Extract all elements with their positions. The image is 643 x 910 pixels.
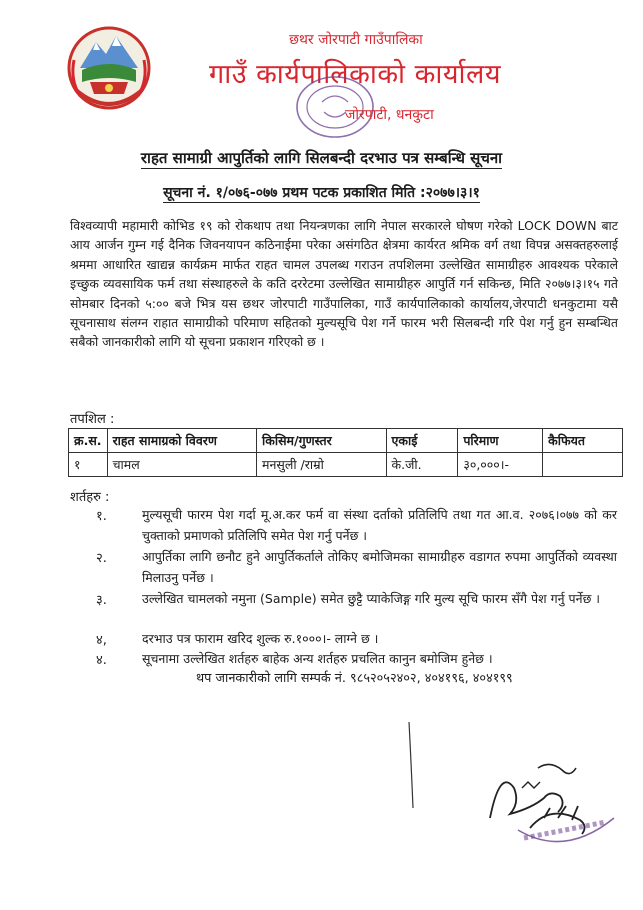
- term-text: मुल्यसूची फारम पेश गर्दा मू.अ.कर फर्म वा संस्था दर्ताको प्रतिलिपि तथा गत आ.व. २०७६।०७७ को कर चुक्ताको प्रमाणको प्रतिलिपि समेत पेश गर्नु पर्नेछ ।: [142, 507, 617, 543]
- table-cell: चामल: [107, 453, 256, 477]
- office-location: जोरपाटी, धनकुटा: [345, 107, 434, 123]
- table-header-cell: कैफियत: [543, 429, 623, 453]
- term-text: उल्लेखित चामलको नमुना (Sample) समेत छुट्टै प्याकेजिङ्ग गरि मुल्य सूचि फारम सँगै पेश गर्नु पर्नेछ ।: [142, 591, 601, 606]
- table-cell: [543, 453, 623, 477]
- notice-number-line: सूचना नं. १/०७६-०७७ प्रथम पटक प्रकाशित मिति :२०७७।३।१: [163, 185, 480, 201]
- government-emblem-icon: [66, 20, 152, 116]
- term-number: १.: [96, 509, 107, 524]
- handwritten-signature-icon: [480, 748, 600, 838]
- table-row: [69, 453, 623, 477]
- table-header-row: [69, 429, 623, 453]
- table-heading: तपशिल :: [70, 412, 115, 427]
- table-header-cell: किसिम/गुणस्तर: [257, 429, 387, 453]
- pen-stroke-icon: [395, 720, 425, 810]
- table-cell: के.जी.: [386, 453, 458, 477]
- table-cell: ३०,०००।-: [458, 453, 543, 477]
- notice-body: विश्वव्यापी महामारी कोभिड १९ को रोकथाप तथा नियन्त्रणका लागि नेपाल सरकारले घोषण गरेको LOCK DOWN बाट आय आर्जन गुम्न गई दैनिक जिवनयापन कठिनाईमा परेका असंगठित क्षेत्रमा कार्यरत श्रमिक वर्ग तथा विपन्न असक्तहरुलाई श्रममा आधारित खाद्यन्न कार्यक्रम मार्फत राहत चामल उपलब्ध गराउन तपशिलमा उल्लेखित सामाग्रीहरु आवश्यक परेकाले इच्छुक व्यवसायिक फर्म तथा संस्थाहरुले के कति दररेटमा उल्लेखित सामाग्रीहरु आपुर्ति गर्न सकिन्छ, मिति २०७७।३।१५ गते सोमबार दिनको ५:०० बजे भित्र यस छथर जोरपाटी गाउँपालिका, गाउँ कार्यपालिकाको कार्यालय,जेरपाटी धनकुटामा यसै सूचनासाथ संलग्न राहात सामाग्रीको परिमाण सहितको मुल्यसूचि पेश गर्ने फारम भरी सिलबन्दी गरि पेश गर्नु हुन सम्बन्धित सबैको जानकारीको लागि यो सूचना प्रकाशन गरिएको छ ।: [70, 218, 618, 350]
- table-header-cell: राहत सामाग्रको विवरण: [107, 429, 256, 453]
- terms-heading: शर्तहरु :: [70, 490, 110, 505]
- notice-title: राहत सामाग्री आपुर्तिको लागि सिलबन्दी दरभाउ पत्र सम्बन्धि सूचना: [140, 149, 503, 167]
- table-cell: मनसुली /राम्रो: [257, 453, 387, 477]
- table-cell: १: [69, 453, 108, 477]
- municipality-name: छथर जोरपाटी गाउँपालिका: [289, 32, 423, 48]
- office-title: गाउँ कार्यपालिकाको कार्यालय: [209, 59, 501, 90]
- term-number: २.: [96, 551, 107, 566]
- term-text: दरभाउ पत्र फाराम खरिद शुल्क रु.१०००।- लाग्ने छ ।: [142, 631, 379, 646]
- table-header-cell: एकाई: [386, 429, 458, 453]
- items-table: [68, 428, 623, 477]
- term-number: ४,: [96, 633, 107, 648]
- term-text: सूचनामा उल्लेखित शर्तहरु बाहेक अन्य शर्तहरु प्रचलित कानुन बमोजिम हुनेछ ।: [142, 651, 493, 666]
- term-number: ४.: [96, 653, 107, 668]
- table-header-cell: परिमाण: [458, 429, 543, 453]
- table-header-cell: क्र.स.: [69, 429, 108, 453]
- term-number: ३.: [96, 593, 107, 608]
- term-text: आपुर्तिका लागि छनौट हुने आपुर्तिकर्ताले तोकिए बमोजिमका सामाग्रीहरु वडागत रुपमा आपुर्तिको व्यवस्था मिलाउनु पर्नेछ ।: [142, 549, 617, 585]
- contact-info: थप जानकारीको लागि सम्पर्क नं. ९८५२०५२४०२, ४०४१९६, ४०४१९९: [196, 671, 513, 686]
